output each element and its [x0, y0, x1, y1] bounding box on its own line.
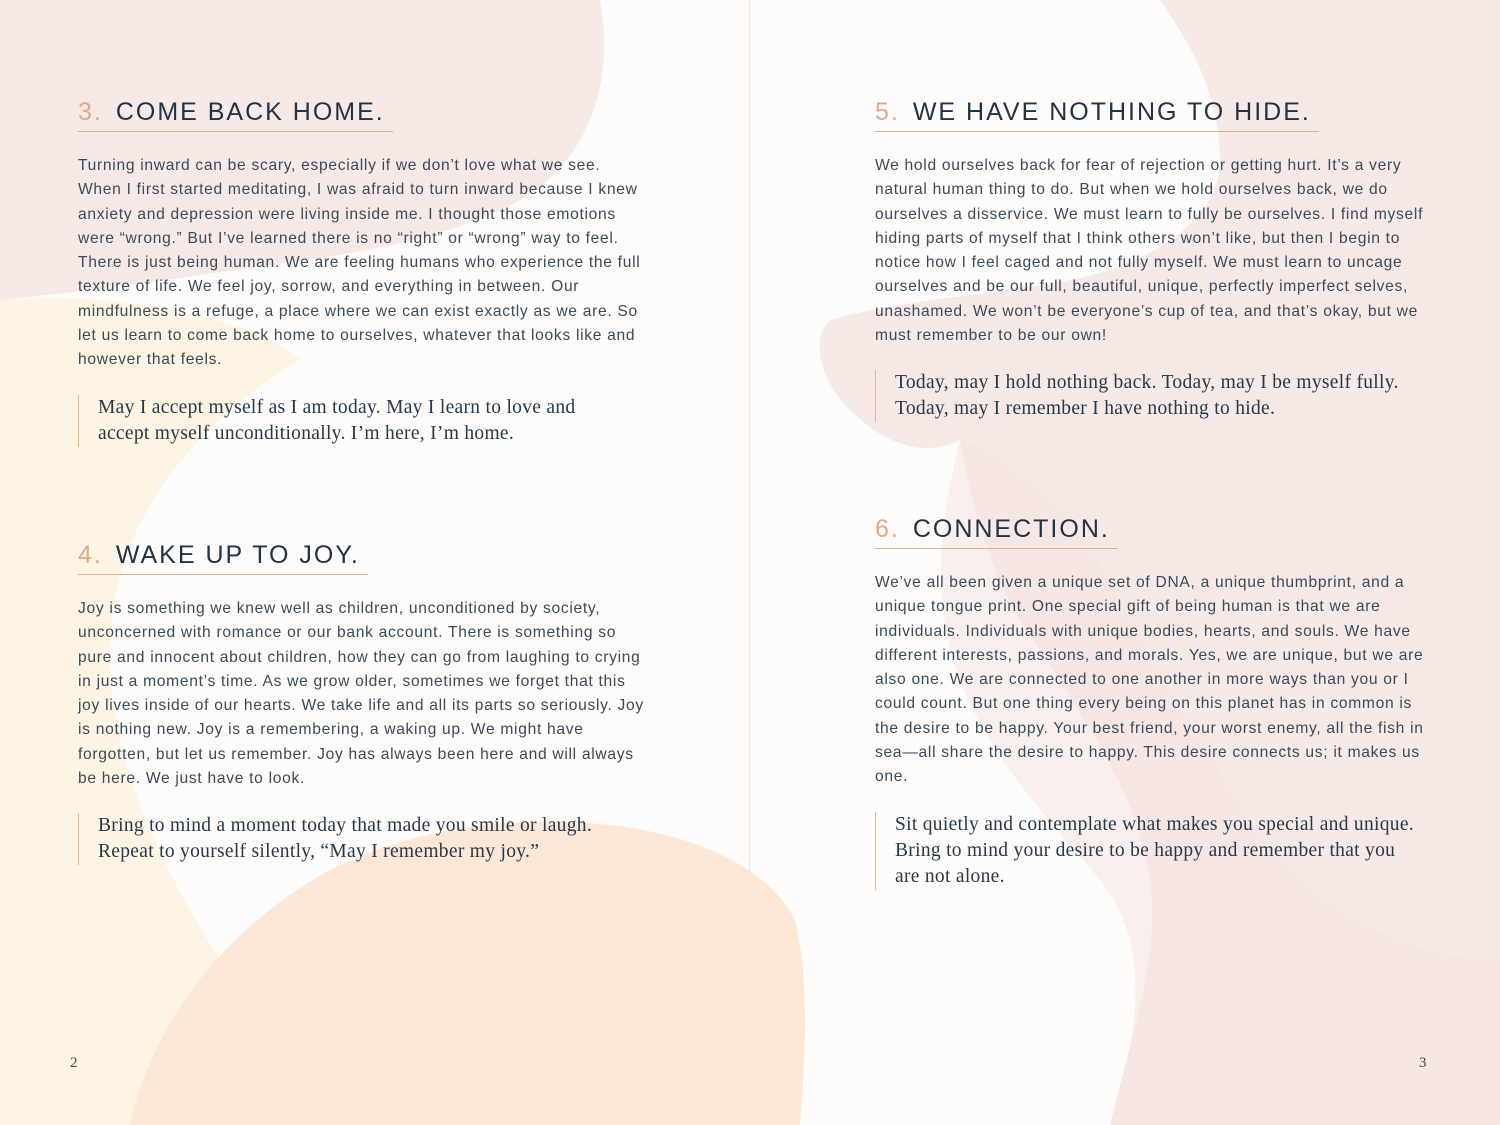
affirmation-quote: Bring to mind a moment today that made you smile or laugh. Repeat to yourself silently, “May I remember my joy.” — [78, 813, 628, 865]
section-title: CONNECTION. — [912, 515, 1110, 543]
section-6 — [875, 513, 1435, 890]
affirmation-quote: Today, may I hold nothing back. Today, may I be myself fully. Today, may I remember I have nothing to hide. — [875, 370, 1425, 422]
section-body: We hold ourselves back for fear of rejection or getting hurt. It’s a very natural human thing to do. But when we hold ourselves back, we do ourselves a disservice. We must learn to fully be ourselves. I find myself hiding parts of myself that I think others won’t like, but then I begin to notice how I feel caged and not fully myself. We must learn to uncage ourselves and be our full, beautiful, unique, perfectly imperfect selves, unashamed. We won’t be everyone’s cup of tea, and that’s okay, but we must remember to be our own! — [875, 157, 1424, 345]
section-heading — [78, 96, 393, 132]
section-heading — [78, 539, 368, 575]
section-number: 3. — [78, 98, 103, 126]
section-4 — [78, 539, 648, 865]
page-number: 2 — [70, 1055, 78, 1071]
section-number: 4. — [78, 541, 103, 569]
section-title: COME BACK HOME. — [115, 98, 385, 126]
section-body: We’ve all been given a unique set of DNA, a unique thumbprint, and a unique tongue print. One special gift of being human is that we are individuals. Individuals with unique bodies, hearts, and souls. We have different interests, passions, and morals. Yes, we are unique, but we are also one. We are connected to one another in more ways than you or I could count. But one thing every being on this planet has in common is the desire to be happy. Your best friend, your worst enemy, all the fish in sea—all share the desire to happy. This desire connects us; it makes us one. — [875, 574, 1424, 786]
section-number: 6. — [875, 515, 900, 543]
section-heading — [875, 96, 1319, 132]
section-number: 5. — [875, 98, 900, 126]
section-body: Joy is something we knew well as children, unconditioned by society, unconcerned with romance or our bank account. There is something so pure and innocent about children, how they can go from laughing to crying in just a moment’s time. As we grow older, sometimes we forget that this joy lives inside of our hearts. We take life and all its parts so seriously. Joy is nothing new. Joy is a remembering, a waking up. We might have forgotten, but let us remember. Joy has always been here and will always be here. We just have to look. — [78, 600, 644, 788]
affirmation-quote: Sit quietly and contemplate what makes you special and unique. Bring to mind your desire to be happy and remember that you are not alone. — [875, 812, 1425, 890]
section-title: WE HAVE NOTHING TO HIDE. — [912, 98, 1311, 126]
right-page — [750, 0, 1500, 1125]
section-body: Turning inward can be scary, especially if we don’t love what we see. When I first started meditating, I was afraid to turn inward because I knew anxiety and depression were living inside me. I thought those emotions were “wrong.” But I’ve learned there is no “right” or “wrong” way to feel. There is just being human. We are feeling humans who experience the full texture of life. We feel joy, sorrow, and everything in between. Our mindfulness is a refuge, a place where we can exist exactly as we are. So let us learn to come back home to ourselves, whatever that looks like and however that feels. — [78, 157, 641, 369]
section-5 — [875, 96, 1435, 422]
section-heading — [875, 513, 1118, 549]
section-3 — [78, 96, 648, 447]
page-number: 3 — [1419, 1055, 1427, 1071]
affirmation-quote: May I accept myself as I am today. May I learn to love and accept myself unconditionally. I’m here, I’m home. — [78, 395, 628, 447]
section-title: WAKE UP TO JOY. — [115, 541, 360, 569]
